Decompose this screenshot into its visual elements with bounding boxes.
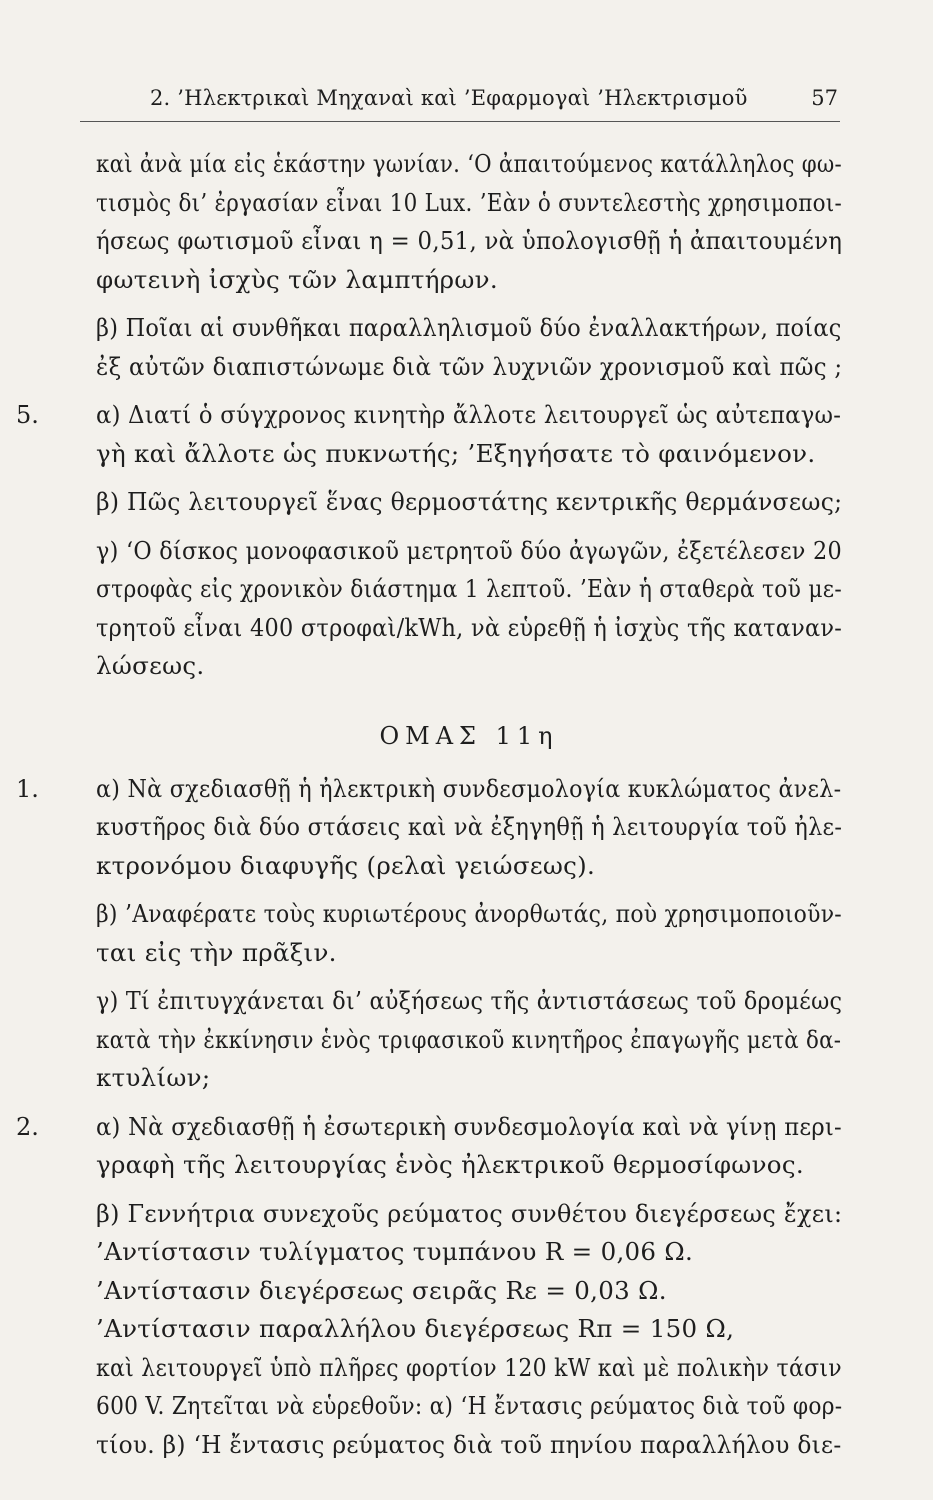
- paragraph: [96, 532, 842, 686]
- paragraph: [96, 1195, 842, 1465]
- paragraph: [96, 895, 842, 972]
- paragraph-gap: [96, 885, 842, 895]
- text-line: β) Γεννήτρια συνεχοῦς ρεύματος συνθέτου διεγέρσεως ἔχει:: [96, 1198, 843, 1228]
- section-heading: ΟΜΑΣ 11η: [379, 721, 559, 750]
- text-line: ’Αντίστασιν παραλλήλου διεγέρσεως Rπ = 150 Ω,: [96, 1314, 735, 1343]
- page-number: 57: [811, 86, 838, 110]
- text-line: λώσεως.: [96, 651, 205, 680]
- paragraph-gap: [96, 522, 842, 532]
- text-line: γ) Τί ἐπιτυγχάνεται δι’ αὐξήσεως τῆς ἀντιστάσεως τοῦ δρομέως: [96, 986, 843, 1015]
- paragraph: [96, 145, 842, 299]
- text-line: β) ’Αναφέρατε τοὺς κυριωτέρους ἀνορθωτάς, ποὺ χρησιμοποιοῦν-: [96, 899, 842, 928]
- text-line: α) Νὰ σχεδιασθῇ ἡ ἠλεκτρικὴ συνδεσμολογία κυκλώματος ἀνελ-: [96, 773, 842, 803]
- text-line: καὶ λειτουργεῖ ὑπὸ πλῆρες φορτίον 120 kW καὶ μὲ πολικὴν τάσιν: [96, 1352, 842, 1382]
- text-line: ήσεως φωτισμοῦ εἶναι η = 0,51, νὰ ὑπολογισθῇ ἡ ἀπαιτουμένη: [96, 226, 843, 255]
- text-line: α) Νὰ σχεδιασθῇ ἡ ἐσωτερικὴ συνδεσμολογία καὶ νὰ γίνῃ περι-: [96, 1111, 842, 1141]
- text-line: τίου. β) ‘Η ἔντασις ρεύματος διὰ τοῦ πηνίου παραλλήλου διε-: [96, 1429, 842, 1459]
- paragraph: [16, 770, 843, 886]
- question-number: 1.: [16, 774, 39, 803]
- text-line: 600 V. Ζητεῖται νὰ εὑρεθοῦν: α) ‘Η ἔντασις ρεύματος διὰ τοῦ φορ-: [96, 1391, 843, 1420]
- text-line: κατὰ τὴν ἐκκίνησιν ἑνὸς τριφασικοῦ κινητῆρος ἐπαγωγῆς μετὰ δα-: [96, 1024, 842, 1054]
- text-line: τισμὸς δι’ ἐργασίαν εἶναι 10 Lux. ’Εὰν ὁ συντελεστὴς χρησιμοποι-: [96, 187, 842, 217]
- page-body: [16, 145, 843, 1464]
- paragraph-gap: [96, 386, 842, 396]
- page-header: [150, 86, 838, 120]
- text-line: ’Αντίστασιν διεγέρσεως σειρᾶς Rε = 0,03 Ω.: [96, 1275, 667, 1305]
- text-line: καὶ ἀνὰ μία εἰς ἑκάστην γωνίαν. ‘Ο ἀπαιτούμενος κατάλληλος φω-: [96, 149, 842, 178]
- text-line: γ) ‘Ο δίσκος μονοφασικοῦ μετρητοῦ δύο ἀγωγῶν, ἐξετέλεσεν 20: [96, 535, 842, 565]
- paragraph: [96, 982, 842, 1098]
- text-line: κυστῆρος διὰ δύο στάσεις καὶ νὰ ἐξηγηθῇ ἡ λειτουργία τοῦ ἠλε-: [96, 812, 843, 841]
- text-line: κτρονόμου διαφυγῆς (ρελαὶ γειώσεως).: [96, 850, 596, 880]
- question-number: 2.: [16, 1112, 39, 1141]
- text-line: γραφὴ τῆς λειτουργίας ἑνὸς ἠλεκτρικοῦ θερμοσίφωνος.: [96, 1150, 804, 1179]
- text-line: κτυλίων;: [96, 1063, 211, 1092]
- text-line: α) Διατί ὁ σύγχρονος κινητὴρ ἄλλοτε λειτουργεῖ ὡς αὐτεπαγω-: [96, 400, 842, 429]
- paragraph-gap: [96, 972, 842, 982]
- paragraph-gap: [96, 1098, 842, 1108]
- text-line: β) Πῶς λειτουργεῖ ἕνας θερμοστάτης κεντρικῆς θερμάνσεως;: [96, 487, 843, 516]
- running-title: 2. ’Ηλεκτρικαὶ Μηχαναὶ καὶ ’Εφαρμογαὶ ’Ηλεκτρισμοῦ: [150, 86, 748, 110]
- text-line: γὴ καὶ ἄλλοτε ὡς πυκνωτής; ’Εξηγήσατε τὸ φαινόμενον.: [96, 438, 816, 468]
- paragraph-gap: [96, 473, 842, 483]
- paragraph-gap: [96, 1185, 842, 1195]
- text-line: φωτεινὴ ἰσχὺς τῶν λαμπτήρων.: [96, 264, 498, 294]
- question-number: 5.: [16, 401, 39, 429]
- text-line: β) Ποῖαι αἱ συνθῆκαι παραλληλισμοῦ δύο ἐναλλακτήρων, ποίας: [96, 313, 842, 342]
- text-line: ται εἰς τὴν πρᾶξιν.: [96, 937, 337, 967]
- paragraph-gap: [96, 299, 842, 309]
- text-line: ’Αντίστασιν τυλίγματος τυμπάνου R = 0,06 Ω.: [96, 1237, 694, 1266]
- text-line: στροφὰς εἰς χρονικὸν διάστημα 1 λεπτοῦ. ’Εὰν ἡ σταθερὰ τοῦ με-: [96, 574, 842, 603]
- paragraph: [16, 396, 842, 473]
- paragraph: [16, 1108, 842, 1185]
- paragraph: [96, 483, 842, 522]
- text-line: ἐξ αὐτῶν διαπιστώνωμε διὰ τῶν λυχνιῶν χρονισμοῦ καὶ πῶς ;: [96, 351, 843, 381]
- text-line: τρητοῦ εἶναι 400 στροφαὶ/kWh, νὰ εὑρεθῇ ἡ ἰσχὺς τῆς καταναν-: [96, 612, 843, 642]
- paragraph: [96, 309, 842, 386]
- header-rule: [80, 121, 840, 122]
